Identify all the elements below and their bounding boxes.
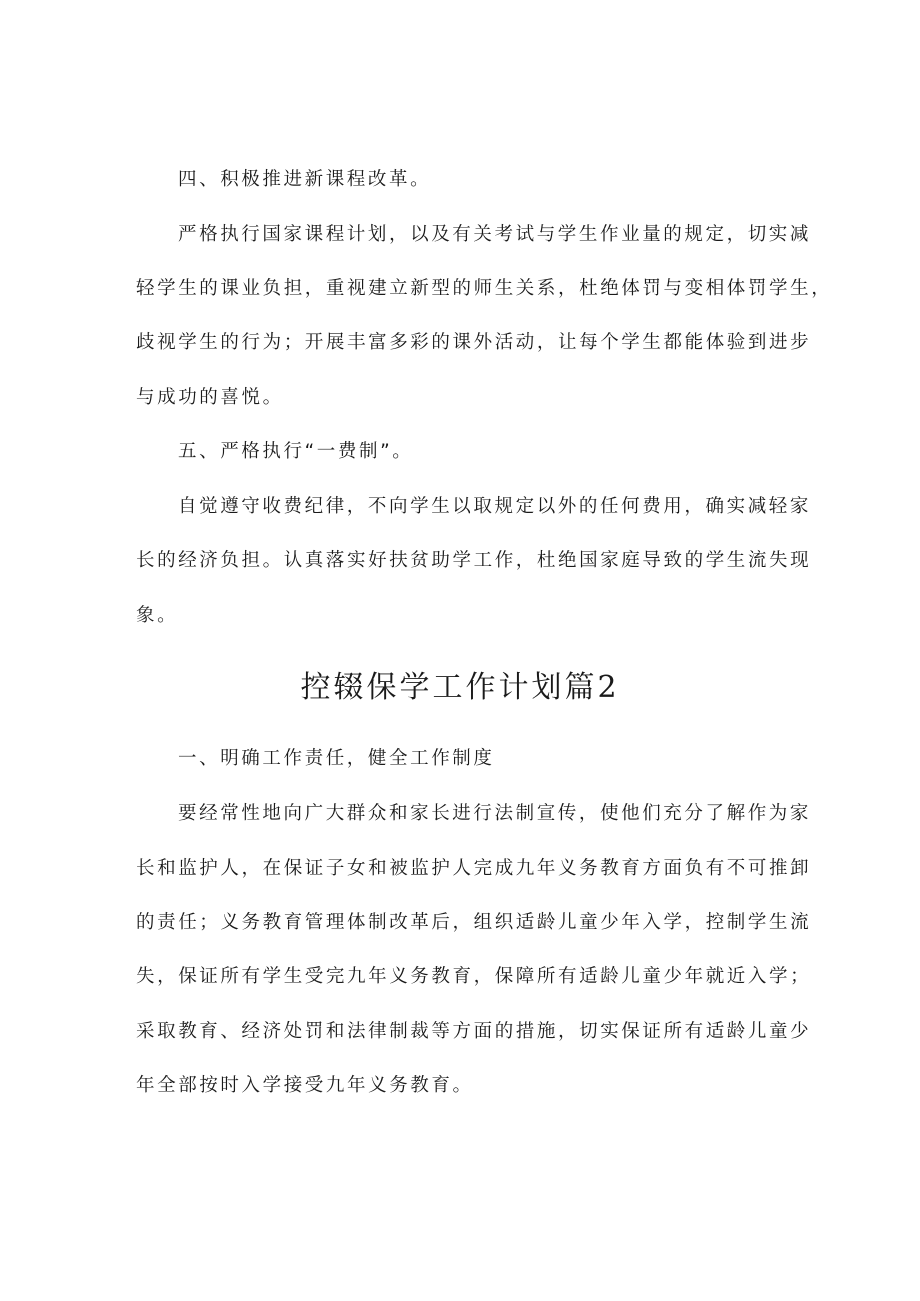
paragraph-line: 要经常性地向广大群众和家长进行法制宣传，使他们充分了解作为家 — [178, 803, 812, 824]
paragraph-line: 长的经济负担。认真落实好扶贫助学工作，杜绝国家庭导致的学生流失现 — [136, 550, 812, 571]
paragraph-line: 失，保证所有学生受完九年义务教育，保障所有适龄儿童少年就近入学； — [136, 966, 812, 987]
paragraph-line: 自觉遵守收费纪律，不向学生以取规定以外的任何费用，确实减轻家 — [178, 496, 812, 517]
section-heading: 四、积极推进新课程改革。 — [178, 169, 432, 190]
paragraph-line: 长和监护人，在保证子女和被监护人完成九年义务教育方面负有不可推卸 — [136, 858, 812, 879]
paragraph-line: 歧视学生的行为；开展丰富多彩的课外活动，让每个学生都能体验到进步 — [136, 332, 812, 353]
section-heading: 五、严格执行“一费制”。 — [178, 441, 414, 462]
paragraph-line: 与成功的喜悦。 — [136, 387, 284, 408]
paragraph-line: 的责任；义务教育管理体制改革后，组织适龄儿童少年入学，控制学生流 — [136, 912, 812, 933]
paragraph-line: 采取教育、经济处罚和法律制裁等方面的措施，切实保证所有适龄儿童少 — [136, 1021, 812, 1042]
document-title: 控辍保学工作计划篇2 — [300, 670, 620, 705]
paragraph-line: 轻学生的课业负担，重视建立新型的师生关系，杜绝体罚与变相体罚学生， — [136, 278, 833, 299]
section-heading: 一、明确工作责任，健全工作制度 — [178, 748, 495, 769]
paragraph-line: 严格执行国家课程计划，以及有关考试与学生作业量的规定，切实减 — [178, 224, 812, 245]
paragraph-line: 年全部按时入学接受九年义务教育。 — [136, 1075, 474, 1096]
paragraph-line: 象。 — [136, 605, 179, 626]
